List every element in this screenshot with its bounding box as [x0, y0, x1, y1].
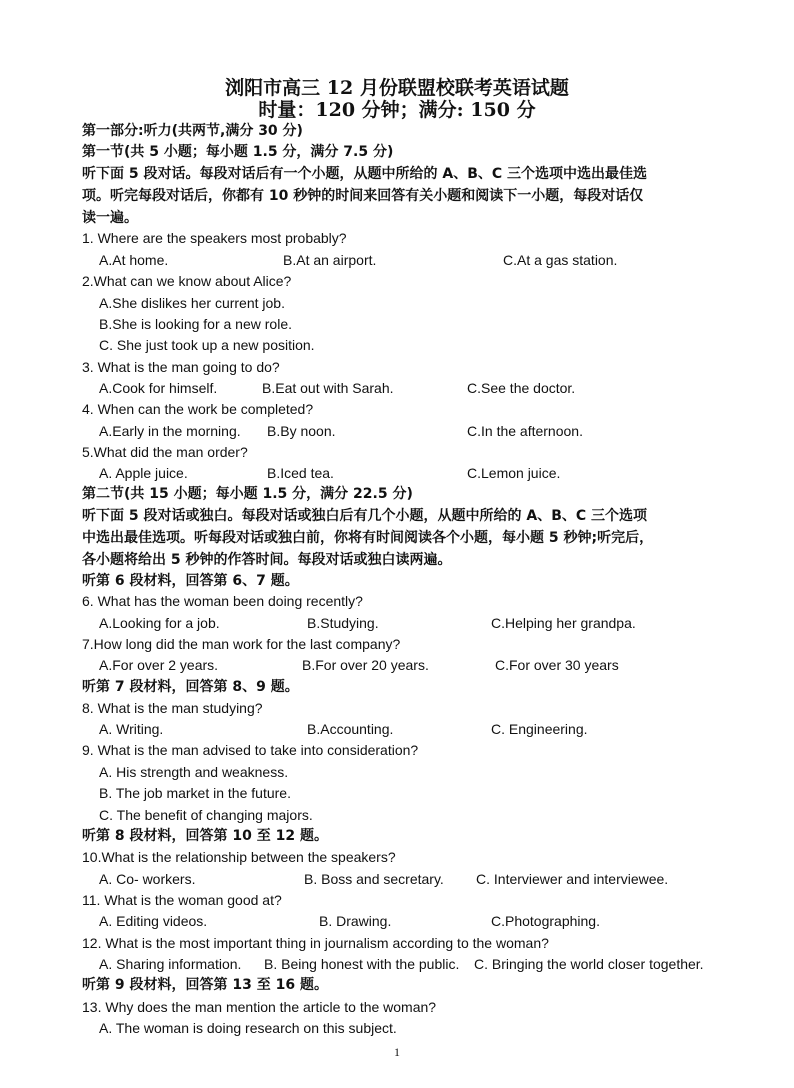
q9-option-b: B. The job market in the future.	[99, 785, 291, 801]
q4-option-c: C.In the afternoon.	[467, 423, 583, 439]
q12-option-c: C. Bringing the world closer together.	[474, 956, 704, 972]
section1-heading: 第一节(共 5 小题；每小题 1.5 分，满分 7.5 分)	[82, 144, 394, 160]
question-1-stem: 1. Where are the speakers most probably?	[82, 230, 347, 246]
q6-option-c: C.Helping her grandpa.	[491, 615, 636, 631]
q11-option-a: A. Editing videos.	[99, 913, 208, 929]
q13-option-a: A. The woman is doing research on this subject.	[99, 1020, 397, 1036]
q4-option-b: B.By noon.	[267, 423, 336, 439]
q12-option-b: B. Being honest with the public.	[264, 956, 460, 972]
section2-instructions-2: 中选出最佳选项。听每段对话或独白前，你将有时间阅读各个小题，每小题 5 秒钟;听完后，	[82, 530, 654, 546]
q10-option-a: A. Co- workers.	[99, 871, 196, 887]
question-13-stem: 13. Why does the man mention the article to the woman?	[82, 999, 437, 1015]
q10-option-b: B. Boss and secretary.	[304, 871, 444, 887]
question-6-stem: 6. What has the woman been doing recently?	[82, 593, 363, 609]
question-5-stem: 5.What did the man order?	[82, 444, 248, 460]
q9-option-a: A. His strength and weakness.	[99, 764, 289, 780]
question-12-stem: 12. What is the most important thing in journalism according to the woman?	[82, 935, 549, 951]
q11-option-c: C.Photographing.	[491, 913, 600, 929]
q8-option-b: B.Accounting.	[307, 721, 394, 737]
material-9-heading: 听第 9 段材料，回答第 13 至 16 题。	[82, 977, 328, 993]
question-9-stem: 9. What is the man advised to take into consideration?	[82, 742, 419, 758]
page-number: 1	[394, 1045, 400, 1059]
q2-option-b: B.She is looking for a new role.	[99, 316, 292, 332]
q2-option-c: C. She just took up a new position.	[99, 337, 315, 353]
q1-option-b: B.At an airport.	[283, 252, 377, 268]
q6-option-a: A.Looking for a job.	[99, 615, 220, 631]
question-8-stem: 8. What is the man studying?	[82, 700, 263, 716]
section1-instructions-2: 项。听完每段对话后，你都有 10 秒钟的时间来回答有关小题和阅读下一小题，每段对话仅	[82, 188, 644, 204]
section1-instructions-1: 听下面 5 段对话。每段对话后有一个小题，从题中所给的 A、B、C 三个选项中选出最佳选	[82, 166, 648, 182]
section2-instructions-1: 听下面 5 段对话或独白。每段对话或独白后有几个小题，从题中所给的 A、B、C 三个选项	[82, 508, 648, 524]
q6-option-b: B.Studying.	[307, 615, 379, 631]
question-10-stem: 10.What is the relationship between the speakers?	[82, 849, 396, 865]
q5-option-c: C.Lemon juice.	[467, 465, 561, 481]
q2-option-a: A.She dislikes her current job.	[99, 295, 285, 311]
q7-option-a: A.For over 2 years.	[99, 657, 219, 673]
q5-option-b: B.Iced tea.	[267, 465, 334, 481]
section1-instructions-3: 读一遍。	[82, 210, 138, 226]
part1-heading: 第一部分:听力(共两节,满分 30 分)	[82, 123, 303, 139]
q5-option-a: A. Apple juice.	[99, 465, 188, 481]
q9-option-c: C. The benefit of changing majors.	[99, 807, 313, 823]
q8-option-c: C. Engineering.	[491, 721, 588, 737]
section2-instructions-3: 各小题将给出 5 秒钟的作答时间。每段对话或独白读两遍。	[82, 552, 452, 568]
q4-option-a: A.Early in the morning.	[99, 423, 241, 439]
question-7-stem: 7.How long did the man work for the last company?	[82, 636, 401, 652]
exam-subtitle: 时量：120 分钟；满分: 150 分	[258, 99, 536, 121]
question-4-stem: 4. When can the work be completed?	[82, 401, 314, 417]
material-7-heading: 听第 7 段材料，回答第 8、9 题。	[82, 679, 299, 695]
q7-option-c: C.For over 30 years	[495, 657, 619, 673]
question-11-stem: 11. What is the woman good at?	[82, 892, 282, 908]
question-2-stem: 2.What can we know about Alice?	[82, 273, 292, 289]
material-6-heading: 听第 6 段材料，回答第 6、7 题。	[82, 573, 299, 589]
q12-option-a: A. Sharing information.	[99, 956, 242, 972]
exam-title: 浏阳市高三 12 月份联盟校联考英语试题	[225, 77, 569, 99]
question-3-stem: 3. What is the man going to do?	[82, 359, 280, 375]
q1-option-a: A.At home.	[99, 252, 169, 268]
material-8-heading: 听第 8 段材料，回答第 10 至 12 题。	[82, 828, 328, 844]
q7-option-b: B.For over 20 years.	[302, 657, 429, 673]
q10-option-c: C. Interviewer and interviewee.	[476, 871, 669, 887]
q3-option-c: C.See the doctor.	[467, 380, 576, 396]
q1-option-c: C.At a gas station.	[503, 252, 618, 268]
q8-option-a: A. Writing.	[99, 721, 164, 737]
section2-heading: 第二节(共 15 小题；每小题 1.5 分，满分 22.5 分)	[82, 486, 413, 502]
q3-option-a: A.Cook for himself.	[99, 380, 218, 396]
q11-option-b: B. Drawing.	[319, 913, 392, 929]
q3-option-b: B.Eat out with Sarah.	[262, 380, 394, 396]
